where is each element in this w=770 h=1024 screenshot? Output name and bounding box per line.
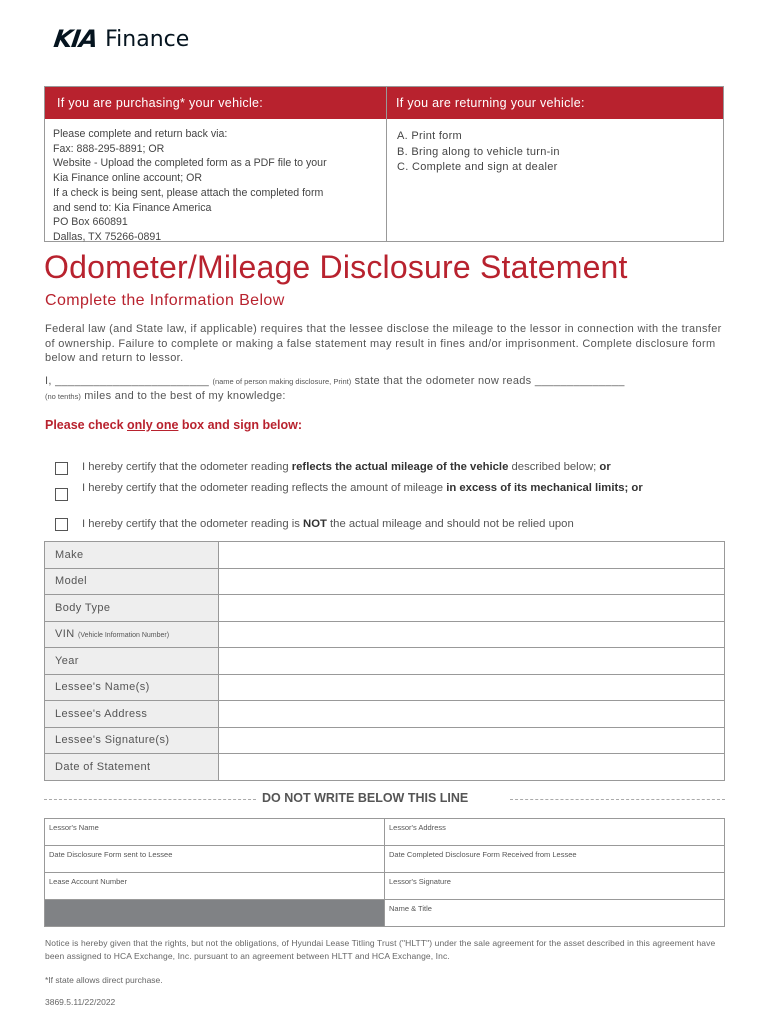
odometer-reading-blank[interactable]: state that the odometer now reads ______________ xyxy=(354,375,625,387)
lessee-address-field[interactable] xyxy=(219,701,725,728)
lessee-name-label: Lessee's Name(s) xyxy=(45,674,219,701)
instructions-divider xyxy=(386,87,387,241)
table-row xyxy=(45,727,725,754)
purchasing-line: Fax: 888-295-8891; OR xyxy=(53,142,165,155)
excess-mileage-option xyxy=(82,480,682,496)
account-number-cell[interactable] xyxy=(45,873,385,900)
lessor-use-table xyxy=(44,818,725,927)
kia-finance-logo xyxy=(54,26,189,52)
date-received-label: Date Completed Disclosure Form Received from Lessee xyxy=(389,850,577,859)
body-type-label: Body Type xyxy=(45,595,219,622)
dashed-line-left xyxy=(44,799,256,800)
assignment-notice: Notice is hereby given that the rights, but not the obligations, of Hyundai Lease Titling Trust ("HLTT") under the sale agreement for the asset described in this agreement have been assigned to HCA Exchange, Inc. pursuant to an agreement between HLTT and HCA Exchange, Inc. xyxy=(45,938,716,961)
option-text: I hereby certify that the odometer reading reflects the amount of mileage xyxy=(82,482,447,494)
shaded-block xyxy=(45,900,385,927)
table-row xyxy=(45,595,725,622)
returning-instructions xyxy=(397,129,560,176)
vin-label-text: VIN xyxy=(55,628,75,641)
vin-field[interactable] xyxy=(219,621,725,648)
table-row xyxy=(45,754,725,781)
lessors-signature-label: Lessor's Signature xyxy=(389,877,451,886)
table-row xyxy=(45,701,725,728)
excess-mileage-checkbox[interactable] xyxy=(55,488,68,501)
date-sent-cell[interactable] xyxy=(45,846,385,873)
option-text: the actual mileage and should not be relied upon xyxy=(326,518,574,530)
vin-label xyxy=(45,621,219,648)
check-heading-text: Please check xyxy=(45,418,128,432)
purchasing-line: PO Box 660891 xyxy=(53,216,128,229)
table-row xyxy=(45,621,725,648)
do-not-write-label: DO NOT WRITE BELOW THIS LINE xyxy=(262,791,469,805)
name-blank[interactable]: I, ________________________ xyxy=(45,375,210,387)
page-title: Odometer/Mileage Disclosure Statement xyxy=(44,249,628,285)
instructions-header-bar xyxy=(45,87,723,119)
option-bold-text: NOT xyxy=(303,518,327,530)
lessee-signature-field[interactable] xyxy=(219,727,725,754)
date-received-cell[interactable] xyxy=(385,846,725,873)
table-row xyxy=(45,873,725,900)
lessors-signature-cell[interactable] xyxy=(385,873,725,900)
table-row xyxy=(45,846,725,873)
kia-logo-mark: KIA xyxy=(52,25,100,53)
option-bold-text: in excess of its mechanical limits; or xyxy=(446,482,643,494)
statement-line-1 xyxy=(45,374,725,389)
logo-finance-text: Finance xyxy=(105,26,190,52)
statement-line-2 xyxy=(45,389,725,404)
account-number-label: Lease Account Number xyxy=(49,877,127,886)
option-bold-text: reflects the actual mileage of the vehicle xyxy=(291,461,509,473)
returning-header: If you are returning your vehicle: xyxy=(396,96,585,110)
page-subtitle: Complete the Information Below xyxy=(45,292,285,309)
lessors-address-label: Lessor's Address xyxy=(389,823,446,832)
table-row xyxy=(45,819,725,846)
check-heading-emphasis: only one xyxy=(127,418,179,432)
vin-note: (Vehicle Information Number) xyxy=(78,632,170,640)
date-of-statement-label: Date of Statement xyxy=(45,754,219,781)
purchasing-line: and send to: Kia Finance America xyxy=(53,201,212,214)
vehicle-info-table xyxy=(44,541,725,781)
purchasing-line: Please complete and return back via: xyxy=(53,128,228,140)
make-field[interactable] xyxy=(219,542,725,569)
dashed-line-right xyxy=(510,799,725,800)
lessors-name-label: Lessor's Name xyxy=(49,823,99,832)
table-row xyxy=(45,900,725,927)
lessee-name-field[interactable] xyxy=(219,674,725,701)
miles-text: miles and to the best of my knowledge: xyxy=(84,390,286,402)
check-instructions xyxy=(45,418,302,432)
returning-step: A. Print form xyxy=(397,130,463,142)
purchasing-instructions xyxy=(53,127,373,245)
odometer-statement xyxy=(45,374,725,404)
option-text: described below; xyxy=(508,461,600,473)
model-field[interactable] xyxy=(219,568,725,595)
year-label: Year xyxy=(45,648,219,675)
body-type-field[interactable] xyxy=(219,595,725,622)
do-not-write-divider xyxy=(44,791,725,807)
table-row xyxy=(45,542,725,569)
form-number: 3869.5.11/22/2022 xyxy=(45,997,116,1007)
option-text: I hereby certify that the odometer reading xyxy=(82,461,292,473)
purchasing-line: Dallas, TX 75266-0891 xyxy=(53,230,162,243)
federal-law-notice: Federal law (and State law, if applicable) requires that the lessee disclose the mileage to the lessor in connection with the transfer of ownership. Failure to complete or making a false statement may result in fines and/or imprisonment. Complete disclosure form below and return to lessor. xyxy=(45,323,722,365)
returning-step: C. Complete and sign at dealer xyxy=(397,161,558,173)
make-label: Make xyxy=(45,542,219,569)
lessee-address-label: Lessee's Address xyxy=(45,701,219,728)
date-sent-label: Date Disclosure Form sent to Lessee xyxy=(49,850,173,859)
table-row xyxy=(45,568,725,595)
option-or: or xyxy=(599,461,611,473)
purchasing-header: If you are purchasing* your vehicle: xyxy=(57,96,264,110)
not-actual-mileage-checkbox[interactable] xyxy=(55,518,68,531)
actual-mileage-checkbox[interactable] xyxy=(55,462,68,475)
option-text: I hereby certify that the odometer reading is xyxy=(82,518,304,530)
lessors-address-cell[interactable] xyxy=(385,819,725,846)
purchasing-line: Kia Finance online account; OR xyxy=(53,172,202,185)
date-of-statement-field[interactable] xyxy=(219,754,725,781)
name-title-cell[interactable] xyxy=(385,900,725,927)
year-field[interactable] xyxy=(219,648,725,675)
not-actual-mileage-option xyxy=(82,516,682,532)
returning-step: B. Bring along to vehicle turn-in xyxy=(397,145,560,158)
name-title-label: Name & Title xyxy=(389,904,432,913)
table-row xyxy=(45,674,725,701)
name-note: (name of person making disclosure, Print) xyxy=(212,377,352,386)
model-label: Model xyxy=(45,568,219,595)
check-heading-text-end: box and sign below: xyxy=(178,418,303,432)
instructions-box xyxy=(44,86,724,242)
purchasing-line: Website - Upload the completed form as a PDF file to your xyxy=(53,157,327,170)
purchasing-line: If a check is being sent, please attach the completed form xyxy=(53,186,324,199)
lessee-signature-label: Lessee's Signature(s) xyxy=(45,727,219,754)
tenths-note: (no tenths) xyxy=(45,392,81,401)
table-row xyxy=(45,648,725,675)
actual-mileage-option xyxy=(82,459,682,475)
lessors-name-cell[interactable] xyxy=(45,819,385,846)
purchase-footnote: *If state allows direct purchase. xyxy=(45,975,163,985)
